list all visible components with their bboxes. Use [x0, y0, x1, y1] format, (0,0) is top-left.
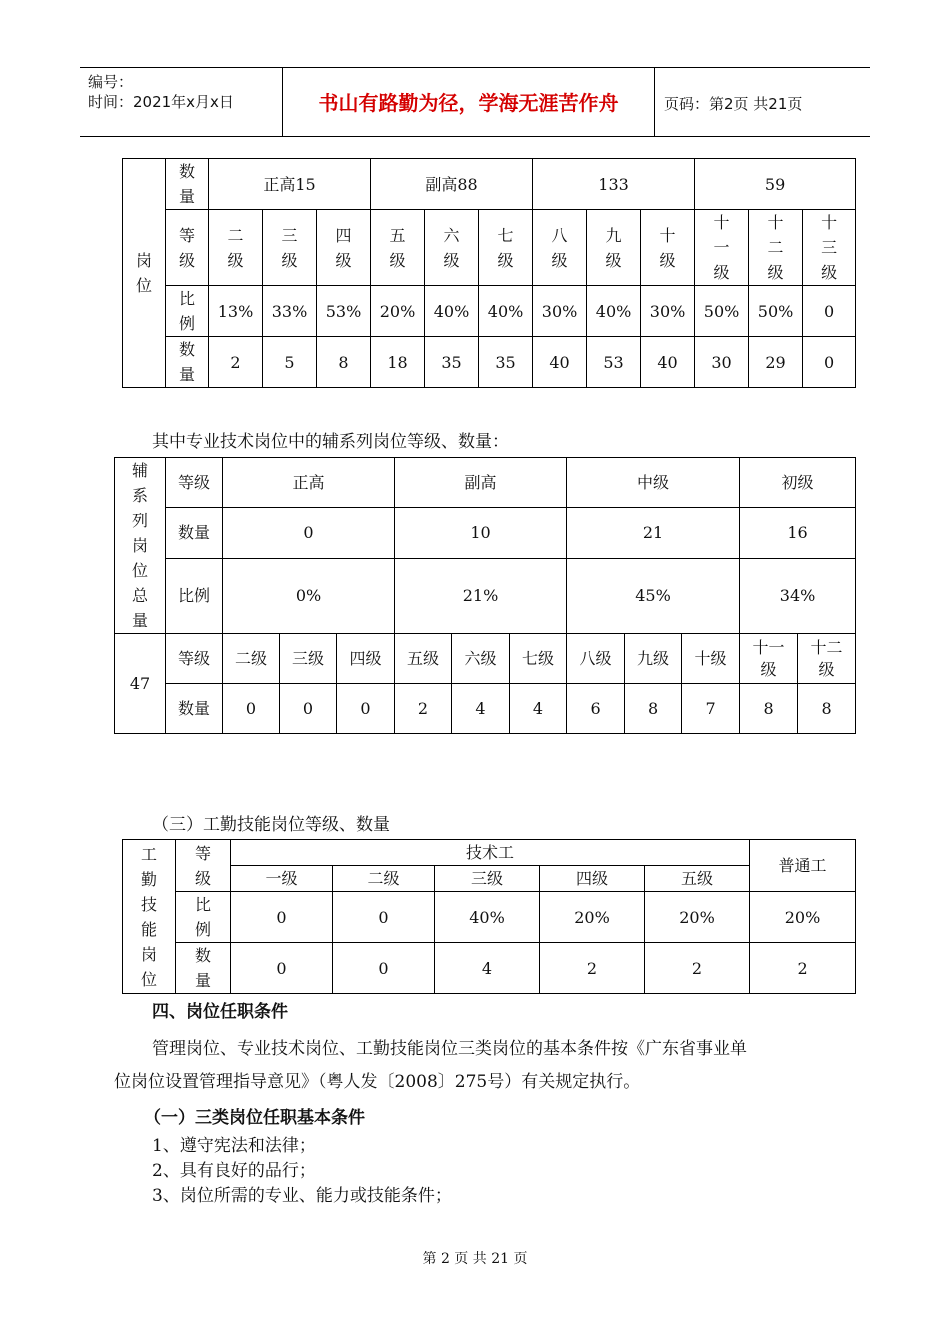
- row-label: 数量: [166, 337, 209, 388]
- general-worker-header: 普通工: [750, 840, 856, 892]
- document-time-label: 时间：2021年x月x日: [88, 93, 234, 111]
- grade-cell: 七级: [479, 210, 533, 286]
- grade-cell: 五级: [395, 634, 452, 684]
- grade-cell: 九级: [587, 210, 641, 286]
- count-cell: 8: [317, 337, 371, 388]
- grade-cell: 六级: [425, 210, 479, 286]
- ratio-cell: 20%: [371, 286, 425, 337]
- count-cell: 5: [263, 337, 317, 388]
- count-cell: 40: [641, 337, 695, 388]
- count-cell: 7: [682, 684, 740, 734]
- count-cell: 2: [645, 943, 750, 994]
- grade-cell: 四级: [337, 634, 395, 684]
- ratio-cell: 0: [231, 892, 333, 943]
- header-divider: [654, 67, 655, 136]
- count-cell: 35: [479, 337, 533, 388]
- level-cell: 正高: [223, 458, 395, 508]
- skilled-worker-table: [122, 839, 856, 994]
- count-cell: 0: [803, 337, 856, 388]
- ratio-cell: 50%: [749, 286, 803, 337]
- section-4-title: 四、岗位任职条件: [152, 1002, 288, 1022]
- ratio-cell: 45%: [567, 558, 740, 633]
- ratio-cell: 20%: [645, 892, 750, 943]
- grade-cell: 三级: [280, 634, 337, 684]
- row-label: 数量: [166, 684, 223, 734]
- aux-series-intro: 其中专业技术岗位中的辅系列岗位等级、数量：: [152, 432, 509, 452]
- aux-total-value: 47: [115, 634, 166, 734]
- ratio-cell: 30%: [533, 286, 587, 337]
- level-cell: 中级: [567, 458, 740, 508]
- grade-cell: 八级: [567, 634, 625, 684]
- grade-cell: 二级: [209, 210, 263, 286]
- row-label: 等级: [166, 210, 209, 286]
- ratio-cell: 53%: [317, 286, 371, 337]
- group-cell: 正高15: [209, 159, 371, 210]
- count-cell: 4: [510, 684, 567, 734]
- count-cell: 8: [798, 684, 856, 734]
- count-cell: 8: [740, 684, 798, 734]
- level-cell: 初级: [740, 458, 856, 508]
- header-motto: 书山有路勤为径，学海无涯苦作舟: [318, 91, 619, 115]
- ratio-cell: 40%: [435, 892, 540, 943]
- count-cell: 4: [435, 943, 540, 994]
- ratio-cell: 20%: [540, 892, 645, 943]
- grade-cell: 二级: [333, 866, 435, 892]
- row-label: 数量: [176, 943, 231, 994]
- ratio-cell: 0: [803, 286, 856, 337]
- ratio-cell: 30%: [641, 286, 695, 337]
- row-label: 数量: [166, 159, 209, 210]
- row-label: 比例: [166, 286, 209, 337]
- count-cell: 0: [223, 508, 395, 558]
- grade-cell: 四级: [540, 866, 645, 892]
- count-cell: 2: [750, 943, 856, 994]
- grade-cell: 八级: [533, 210, 587, 286]
- grade-cell: 五级: [645, 866, 750, 892]
- count-cell: 2: [209, 337, 263, 388]
- aux-series-table: [114, 457, 856, 734]
- ratio-cell: 0: [333, 892, 435, 943]
- table3-side-label: 工勤技能岗位: [123, 840, 176, 994]
- ratio-cell: 0%: [223, 558, 395, 633]
- post-grade-table: [122, 158, 856, 388]
- ratio-cell: 50%: [695, 286, 749, 337]
- count-cell: 18: [371, 337, 425, 388]
- group-cell: 133: [533, 159, 695, 210]
- header-page-info: 页码：第2页 共21页: [664, 95, 803, 113]
- ratio-cell: 21%: [395, 558, 567, 633]
- group-cell: 59: [695, 159, 856, 210]
- grade-cell: 十三级: [803, 210, 856, 286]
- count-cell: 2: [540, 943, 645, 994]
- grade-cell: 十级: [682, 634, 740, 684]
- grade-cell: 五级: [371, 210, 425, 286]
- row-label: 数量: [166, 508, 223, 558]
- grade-cell: 十二级: [749, 210, 803, 286]
- grade-cell: 四级: [317, 210, 371, 286]
- condition-item: 2、具有良好的品行；: [152, 1161, 316, 1181]
- grade-cell: 十一级: [695, 210, 749, 286]
- section-4-paragraph-line1: 管理岗位、专业技术岗位、工勤技能岗位三类岗位的基本条件按《广东省事业单: [152, 1039, 747, 1059]
- row-label: 比例: [176, 892, 231, 943]
- page-footer: 第 2 页 共 21 页: [422, 1251, 528, 1267]
- count-cell: 8: [625, 684, 682, 734]
- grade-cell: 十级: [641, 210, 695, 286]
- ratio-cell: 34%: [740, 558, 856, 633]
- row-label: 等级: [176, 840, 231, 892]
- grade-cell: 三级: [435, 866, 540, 892]
- row-label: 等级: [166, 634, 223, 684]
- table2-side-label: 辅系列岗位总量: [115, 458, 166, 634]
- ratio-cell: 20%: [750, 892, 856, 943]
- header-meta: [88, 72, 234, 112]
- table1-side-label: 岗位: [123, 159, 166, 388]
- count-cell: 35: [425, 337, 479, 388]
- grade-cell: 九级: [625, 634, 682, 684]
- level-cell: 副高: [395, 458, 567, 508]
- count-cell: 0: [333, 943, 435, 994]
- grade-cell: 十二级: [798, 634, 856, 684]
- count-cell: 16: [740, 508, 856, 558]
- count-cell: 53: [587, 337, 641, 388]
- count-cell: 30: [695, 337, 749, 388]
- count-cell: 0: [280, 684, 337, 734]
- condition-item: 3、岗位所需的专业、能力或技能条件；: [152, 1186, 452, 1206]
- count-cell: 0: [231, 943, 333, 994]
- ratio-cell: 40%: [425, 286, 479, 337]
- grade-cell: 七级: [510, 634, 567, 684]
- count-cell: 0: [337, 684, 395, 734]
- row-label: 比例: [166, 558, 223, 633]
- count-cell: 10: [395, 508, 567, 558]
- ratio-cell: 40%: [587, 286, 641, 337]
- ratio-cell: 40%: [479, 286, 533, 337]
- condition-item: 1、遵守宪法和法律；: [152, 1136, 316, 1156]
- count-cell: 2: [395, 684, 452, 734]
- grade-cell: 一级: [231, 866, 333, 892]
- grade-cell: 三级: [263, 210, 317, 286]
- grade-cell: 十一级: [740, 634, 798, 684]
- document-number-label: 编号：: [88, 73, 134, 91]
- count-cell: 21: [567, 508, 740, 558]
- count-cell: 0: [223, 684, 280, 734]
- ratio-cell: 33%: [263, 286, 317, 337]
- count-cell: 6: [567, 684, 625, 734]
- grade-cell: 六级: [452, 634, 510, 684]
- ratio-cell: 13%: [209, 286, 263, 337]
- subsection-1-title: （一）三类岗位任职基本条件: [144, 1108, 365, 1128]
- count-cell: 29: [749, 337, 803, 388]
- count-cell: 40: [533, 337, 587, 388]
- row-label: 等级: [166, 458, 223, 508]
- section-4-paragraph-line2: 位岗位设置管理指导意见》（粤人发〔2008〕275号）有关规定执行。: [114, 1072, 641, 1092]
- group-cell: 副高88: [371, 159, 533, 210]
- skilled-worker-header: 技术工: [231, 840, 750, 866]
- count-cell: 4: [452, 684, 510, 734]
- grade-cell: 二级: [223, 634, 280, 684]
- section-3-title: （三）工勤技能岗位等级、数量: [152, 815, 390, 835]
